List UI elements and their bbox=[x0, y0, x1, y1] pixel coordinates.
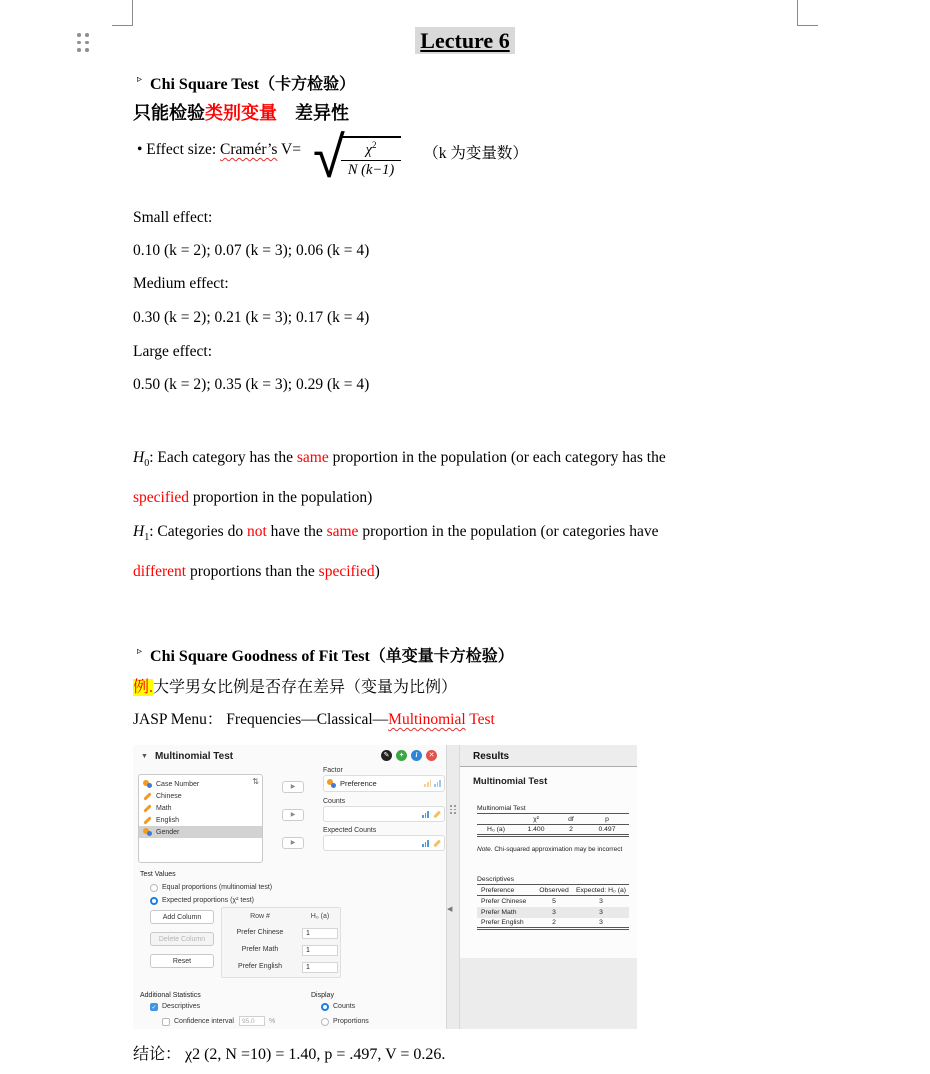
variable-english[interactable]: English bbox=[139, 814, 262, 826]
divider-handle-icon[interactable] bbox=[450, 805, 456, 814]
percent-label: % bbox=[269, 1018, 276, 1025]
triangle-bullet-icon: ▹ bbox=[137, 646, 143, 657]
medium-effect-values: 0.30 (k = 2); 0.21 (k = 3); 0.17 (k = 4) bbox=[133, 309, 370, 326]
additional-statistics-label: Additional Statistics bbox=[140, 992, 201, 999]
scale-variable-icon bbox=[143, 804, 151, 812]
variable-math[interactable]: Math bbox=[139, 802, 262, 814]
scale-variable-icon bbox=[143, 816, 151, 824]
table-row: Prefer English 2 3 bbox=[481, 918, 603, 926]
k-note: （k 为变量数） bbox=[423, 145, 528, 162]
medium-effect-label: Medium effect: bbox=[133, 275, 229, 292]
expected-values-table bbox=[221, 907, 341, 978]
small-effect-label: Small effect: bbox=[133, 209, 213, 226]
subnote-line: 只能检验类别变量 差异性 bbox=[133, 103, 349, 123]
expected-value-input[interactable]: 1 bbox=[302, 928, 338, 939]
row-label: Prefer English bbox=[238, 963, 282, 970]
close-icon[interactable]: ✕ bbox=[426, 750, 437, 761]
reset-button[interactable]: Reset bbox=[150, 954, 214, 968]
row-label: Prefer Math bbox=[241, 946, 279, 953]
counts-label[interactable]: Counts bbox=[333, 1003, 356, 1010]
equal-proportions-label[interactable]: Equal proportions (multinomial test) bbox=[162, 884, 273, 891]
display-label: Display bbox=[311, 992, 334, 999]
distribution-icon bbox=[424, 780, 431, 787]
nominal-variable-icon bbox=[143, 828, 152, 837]
proportions-radio[interactable] bbox=[321, 1018, 329, 1026]
confidence-interval-label[interactable]: Confidence interval bbox=[174, 1018, 234, 1025]
sort-icon[interactable]: ⇅ bbox=[252, 777, 259, 786]
table-row: Prefer Math 3 3 bbox=[477, 907, 629, 918]
descriptives-table-caption: Descriptives bbox=[477, 876, 515, 883]
row-label: Prefer Chinese bbox=[236, 929, 284, 936]
jasp-dialog-title: ▼ Multinomial Test bbox=[141, 751, 234, 762]
factor-field-label: Factor bbox=[323, 767, 343, 774]
add-icon[interactable]: + bbox=[396, 750, 407, 761]
assign-expected-counts-button[interactable]: ▶ bbox=[282, 837, 304, 849]
scale-icon bbox=[433, 839, 440, 846]
large-effect-label: Large effect: bbox=[133, 343, 213, 360]
example-line: 例.大学男女比例是否存在差异（变量为比例） bbox=[133, 679, 458, 696]
confidence-interval-checkbox[interactable] bbox=[162, 1018, 170, 1026]
assign-factor-button[interactable]: ▶ bbox=[282, 781, 304, 793]
multinomial-test-table: χ² df p H₀ (a) 1.400 2 0.497 bbox=[477, 813, 629, 837]
nominal-variable-icon bbox=[143, 780, 152, 789]
descriptives-label[interactable]: Descriptives bbox=[162, 1003, 201, 1010]
hypotheses-paragraph: $H_0$: Each category has the same proportion in the population (or each category has the specified proportion in the population) $H_1$: Categories do not have the same proportion in the population (or categories have different proportions than the specified) bbox=[133, 449, 666, 581]
scale-variable-icon bbox=[143, 792, 151, 800]
expected-value-input[interactable]: 1 bbox=[302, 945, 338, 956]
sqrt-radical: √ $\frac{\chi^2}{N (k-1)}$ bbox=[313, 131, 401, 183]
counts-radio[interactable] bbox=[321, 1003, 329, 1011]
page-title: Lecture 6 bbox=[0, 28, 930, 54]
jasp-menu-path: JASP Menu： Frequencies—Classical—Multinomial Test bbox=[133, 711, 495, 728]
descriptives-checkbox[interactable]: ✓ bbox=[151, 1005, 157, 1011]
bar-chart-icon bbox=[434, 780, 441, 787]
row-number-header: Row # bbox=[250, 913, 270, 920]
proportions-label[interactable]: Proportions bbox=[333, 1018, 369, 1025]
large-effect-values: 0.50 (k = 2); 0.35 (k = 3); 0.29 (k = 4) bbox=[133, 376, 370, 393]
page-corner-mark-right bbox=[797, 0, 818, 26]
delete-column-button[interactable]: Delete Column bbox=[150, 932, 214, 946]
expected-counts-field[interactable] bbox=[323, 835, 445, 851]
edit-icon[interactable]: ✎ bbox=[381, 750, 392, 761]
conclusion-line: 结论： χ2 (2, N =10) = 1.40, p = .497, V = 0.26. bbox=[133, 1046, 446, 1063]
expected-proportions-radio[interactable] bbox=[150, 897, 158, 905]
results-title: Multinomial Test bbox=[473, 776, 548, 787]
collapse-triangle-icon[interactable]: ▼ bbox=[141, 753, 148, 760]
scale-icon bbox=[433, 810, 440, 817]
jasp-results-panel bbox=[460, 745, 637, 958]
small-effect-values: 0.10 (k = 2); 0.07 (k = 3); 0.06 (k = 4) bbox=[133, 242, 370, 259]
effect-size-label: • Effect size: Cramér’s V= bbox=[137, 141, 301, 158]
results-header: Results bbox=[460, 745, 637, 767]
table-row: Prefer Chinese 5 3 bbox=[481, 897, 603, 905]
equal-proportions-radio[interactable] bbox=[150, 884, 158, 892]
variable-case-number[interactable]: Case Number bbox=[139, 778, 262, 790]
variable-gender[interactable]: Gender bbox=[139, 826, 262, 838]
test-values-label: Test Values bbox=[140, 871, 176, 878]
page-corner-mark-left bbox=[112, 0, 133, 26]
bar-chart-icon bbox=[422, 811, 429, 818]
triangle-bullet-icon: ▹ bbox=[137, 74, 143, 85]
effect-size-formula bbox=[137, 123, 528, 191]
counts-field[interactable] bbox=[323, 806, 445, 822]
section-heading-chi-square: ▹ Chi Square Test（卡方检验） bbox=[137, 74, 356, 93]
h0-header: H₀ (a) bbox=[310, 913, 330, 920]
confidence-interval-input[interactable]: 95.0 bbox=[239, 1016, 265, 1026]
bar-chart-icon bbox=[422, 840, 429, 847]
table-note: Note. Chi-squared approximation may be incorrect bbox=[477, 846, 623, 853]
descriptives-table: Preference Observed Expected: H₀ (a) Prefer Chinese 5 3 Prefer Math 3 3 Prefer English 2 3 bbox=[477, 884, 629, 930]
add-column-button[interactable]: Add Column bbox=[150, 910, 214, 924]
counts-field-label: Counts bbox=[323, 798, 346, 805]
expected-counts-field-label: Expected Counts bbox=[323, 827, 377, 834]
collapse-results-icon[interactable]: ◀ bbox=[447, 906, 453, 913]
info-icon[interactable]: i bbox=[411, 750, 422, 761]
jasp-screenshot bbox=[133, 745, 637, 1029]
expected-value-input[interactable]: 1 bbox=[302, 962, 338, 973]
assign-counts-button[interactable]: ▶ bbox=[282, 809, 304, 821]
section-heading-goodness-of-fit: ▹ Chi Square Goodness of Fit Test（单变量卡方检验） bbox=[137, 646, 514, 665]
variable-list bbox=[138, 774, 263, 863]
panel-divider[interactable] bbox=[446, 745, 460, 1029]
nominal-variable-icon bbox=[327, 779, 336, 788]
expected-proportions-label[interactable]: Expected proportions (χ² test) bbox=[162, 897, 254, 904]
variable-chinese[interactable]: Chinese bbox=[139, 790, 262, 802]
test-table-caption: Multinomial Test bbox=[477, 805, 526, 812]
factor-field[interactable]: Preference bbox=[323, 775, 445, 792]
